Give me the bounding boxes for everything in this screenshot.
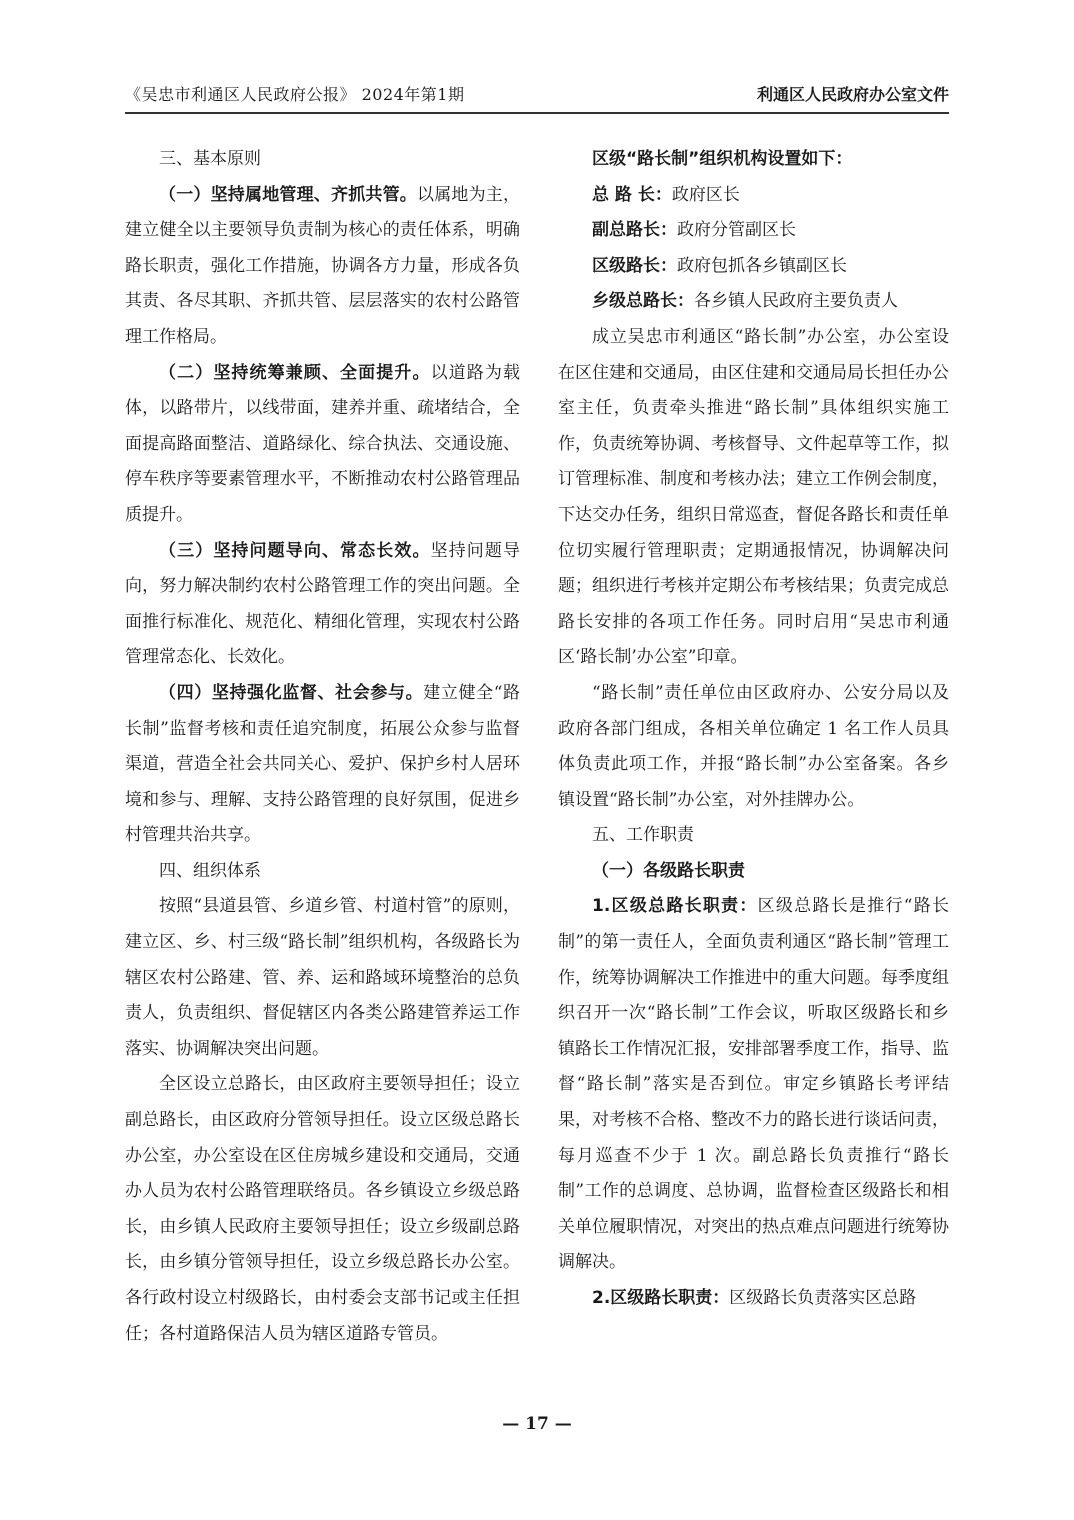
role-value: 各乡镇人民政府主要负责人 <box>694 291 898 312</box>
role-value: 政府分管副区长 <box>677 220 796 241</box>
principle-3-title: （三）坚持问题导向、常态长效。 <box>159 540 431 561</box>
publication-title: 《吴忠市利通区人民政府公报》 2024年第1期 <box>125 84 465 104</box>
section-heading-3: 三、基本原则 <box>159 149 261 169</box>
header-rule <box>125 112 949 114</box>
paragraph-org-1: 按照“县道县管、乡道乡管、村道村管”的原则，建立区、乡、村三级“路长制”组织机构，各级路长为辖区农村公路建、管、养、运和路域环境整治的总负责人，负责组织、督促辖区内各类公路建管养运工作落实、协调解决突出问题。 <box>125 896 520 1059</box>
principle-1-title: （一）坚持属地管理、齐抓共管。 <box>159 184 417 205</box>
role-label: 副总路长： <box>592 220 677 241</box>
paragraph-principle-2 <box>125 356 520 534</box>
duty-2-title: 2.区级路长职责： <box>592 1288 730 1308</box>
duty-2-text: 区级路长负责落实区总路 <box>729 1288 917 1308</box>
duty-1-title: 1.区级总路长职责： <box>592 896 758 917</box>
paragraph-principle-1 <box>125 178 520 356</box>
paragraph-principle-4 <box>125 676 520 854</box>
role-value: 政府区长 <box>671 184 740 205</box>
right-column <box>558 142 949 1317</box>
principle-3-text: 坚持问题导向，努力解决制约农村公路管理工作的突出问题。全面推行标准化、规范化、精细化管理，实现农村公路管理常态化、长效化。 <box>125 540 520 668</box>
role-label: 乡级总路长： <box>592 291 694 312</box>
org-setup-heading: 区级“路长制”组织机构设置如下： <box>592 149 853 169</box>
paragraph-duty-1 <box>558 889 949 1281</box>
principle-4-text: 建立健全“路长制”监督考核和责任追究制度，拓展公众参与监督渠道，营造全社会共同关心、爱护、保护乡村人居环境和参与、理解、支持公路管理的良好氛围，促进乡村管理共治共享。 <box>125 682 520 846</box>
role-district-road-chief <box>558 249 949 285</box>
paragraph-principle-3 <box>125 534 520 676</box>
principle-2-text: 以道路为载体，以路带片，以线带面，建养并重、疏堵结合，全面提高路面整洁、道路绿化、综合执法、交通设施、停车秩序等要素管理水平，不断推动农村公路管理品质提升。 <box>125 362 520 525</box>
paragraph-office: 成立吴忠市利通区“路长制”办公室，办公室设在区住建和交通局，由区住建和交通局局长担任办公室主任，负责牵头推进“路长制”具体组织实施工作，负责统筹协调、考核督导、文件起草等工作，拟订管理标准、制度和考核办法；建立工作例会制度，下达交办任务，组织日常巡查，督促各路长和责任单位切实履行管理职责；定期通报情况，协调解决问题；组织进行考核并定期公布考核结果；负责完成总路长安排的各项工作任务。同时启用“吴忠市利通区‘路长制’办公室”印章。 <box>558 326 949 668</box>
principle-4-title: （四）坚持强化监督、社会参与。 <box>159 682 424 703</box>
role-label: 总 路 长： <box>592 184 672 205</box>
principle-1-text: 以属地为主，建立健全以主要领导负责制为核心的责任体系，明确路长职责，强化工作措施，协调各方力量，形成各负其责、各尽其职、齐抓共管、层层落实的农村公路管理工作格局。 <box>125 184 520 347</box>
document-source: 利通区人民政府办公室文件 <box>756 84 949 104</box>
paragraph-duty-2 <box>558 1281 949 1317</box>
subsection-heading-5-1: （一）各级路长职责 <box>592 860 745 881</box>
role-deputy-road-chief <box>558 213 949 249</box>
role-total-road-chief <box>558 178 949 214</box>
paragraph-org-2: 全区设立总路长，由区政府主要领导担任；设立副总路长，由区政府分管领导担任。设立区级总路长办公室，办公室设在区住房城乡建设和交通局，交通办人员为农村公路管理联络员。各乡镇设立乡级总路长，由乡镇人民政府主要领导担任；设立乡级副总路长，由乡镇分管领导担任，设立乡级总路长办公室。各行政村设立村级路长，由村委会支部书记或主任担任；各村道路保洁人员为辖区道路专管员。 <box>125 1074 520 1344</box>
page-header <box>125 78 949 108</box>
page-number: — 17 — <box>502 1414 572 1434</box>
role-value: 政府包抓各乡镇副区长 <box>677 255 847 276</box>
paragraph-responsible-units: “路长制”责任单位由区政府办、公安分局以及政府各部门组成，各相关单位确定 1 名工作人员具体负责此项工作，并报“路长制”办公室备案。各乡镇设置“路长制”办公室，对外挂牌办公。 <box>558 682 949 810</box>
duty-1-text: 区级总路长是推行“路长制”的第一责任人，全面负责利通区“路长制”管理工作，统筹协调解决工作推进中的重大问题。每季度组织召开一次“路长制”工作会议，听取区级路长和乡镇路长工作情况汇报，安排部署季度工作，指导、监督“路长制”落实是否到位。审定乡镇路长考评结果，对考核不合格、整改不力的路长进行谈话问责，每月巡查不少于 1 次。副总路长负责推行“路长制”工作的总调度、总协调，监督检查区级路长和相关单位履职情况，对突出的热点难点问题进行统筹协调解决。 <box>558 896 949 1273</box>
role-label: 区级路长： <box>592 255 677 276</box>
section-heading-5: 五、工作职责 <box>592 825 694 846</box>
principle-2-title: （二）坚持统筹兼顾、全面提升。 <box>159 362 431 383</box>
section-heading-4: 四、组织体系 <box>159 860 261 881</box>
left-column <box>125 142 520 1352</box>
role-township-road-chief <box>558 284 949 320</box>
